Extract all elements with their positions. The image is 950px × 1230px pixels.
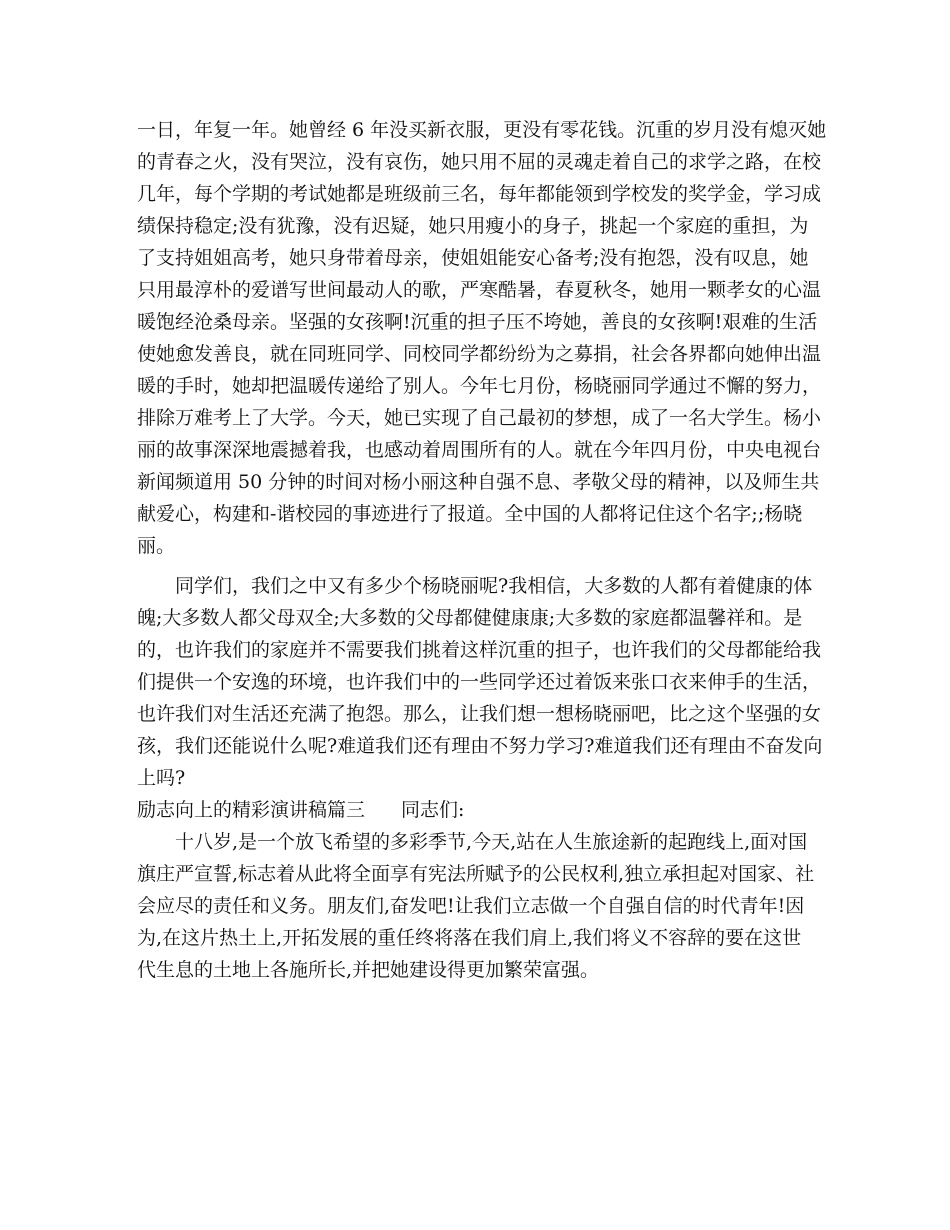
paragraph-line: 几年，每个学期的考试她都是班级前三名，每年都能领到学校发的奖学金，学习成: [137, 183, 822, 205]
paragraph-line: 孩，我们还能说什么呢?难道我们还有理由不努力学习?难道我们还有理由不奋发向: [137, 735, 823, 757]
paragraph-line: 献爱心，构建和-谐校园的事迹进行了报道。全中国的人都将记住这个名字;;杨晓: [137, 503, 803, 525]
paragraph-line: 使她愈发善良，就在同班同学、同校同学都纷纷为之募捐，社会各界都向她伸出温: [137, 343, 822, 365]
section-title: 励志向上的精彩演讲稿篇三: [137, 799, 366, 821]
salutation: 同志们:: [401, 799, 465, 821]
section-heading-line: [137, 798, 827, 822]
paragraph-line: 旗庄严宣誓,标志着从此将全面享有宪法所赋予的公民权利,独立承担起对国家、社: [137, 863, 815, 885]
paragraph-line: 同学们，我们之中又有多少个杨晓丽呢?我相信，大多数的人都有着健康的体: [175, 575, 813, 597]
paragraph-line: 为,在这片热土上,开拓发展的重任终将落在我们肩上,我们将义不容辞的要在这世: [137, 927, 802, 949]
paragraph-line: 魄;大多数人都父母双全;大多数的父母都健健康康;大多数的家庭都温馨祥和。是: [137, 607, 803, 629]
paragraph-line: 新闻频道用 50 分钟的时间对杨小丽这种自强不息、孝敬父母的精神，以及师生共: [137, 471, 820, 493]
paragraph-line: 十八岁,是一个放飞希望的多彩季节,今天,站在人生旅途新的起跑线上,面对国: [175, 831, 808, 853]
paragraph-line: 了支持姐姐高考，她只身带着母亲，使姐姐能安心备考;没有抱怨，没有叹息，她: [137, 247, 809, 269]
paragraph-line: 丽的故事深深地震撼着我，也感动着周围所有的人。就在今年四月份，中央电视台: [137, 439, 822, 461]
paragraph-line: 绩保持稳定;没有犹豫，没有迟疑，她只用瘦小的身子，挑起一个家庭的重担，为: [137, 215, 809, 237]
paragraph-line: 们提供一个安逸的环境，也许我们中的一些同学还过着饭来张口衣来伸手的生活，: [137, 671, 822, 693]
paragraph-line: 排除万难考上了大学。今天，她已实现了自己最初的梦想，成了一名大学生。杨小: [137, 407, 822, 429]
paragraph-line: 的，也许我们的家庭并不需要我们挑着这样沉重的担子，也许我们的父母都能给我: [137, 639, 822, 661]
paragraph-line: 的青春之火，没有哭泣，没有哀伤，她只用不屈的灵魂走着自己的求学之路，在校: [137, 151, 822, 173]
paragraph-line: 代生息的土地上各施所长,并把她建设得更加繁荣富强。: [137, 959, 600, 981]
paragraph-line: 暖的手时，她却把温暖传递给了别人。今年七月份，杨晓丽同学通过不懈的努力，: [137, 375, 822, 397]
paragraph-line: 一日，年复一年。她曾经 6 年没买新衣服，更没有零花钱。沉重的岁月没有熄灭她: [137, 119, 827, 141]
paragraph-line: 会应尽的责任和义务。朋友们,奋发吧!让我们立志做一个自强自信的时代青年!因: [137, 895, 805, 917]
paragraph-line: 丽。: [137, 535, 176, 557]
paragraph-line: 只用最淳朴的爱谱写世间最动人的歌，严寒酷暑，春夏秋冬，她用一颗孝女的心温: [137, 279, 822, 301]
paragraph-line: 也许我们对生活还充满了抱怨。那么，让我们想一想杨晓丽吧，比之这个坚强的女: [137, 703, 822, 725]
paragraph-line: 暖饱经沧桑母亲。坚强的女孩啊!沉重的担子压不垮她，善良的女孩啊!艰难的生活: [137, 311, 818, 333]
paragraph-line: 上吗?: [137, 767, 186, 789]
